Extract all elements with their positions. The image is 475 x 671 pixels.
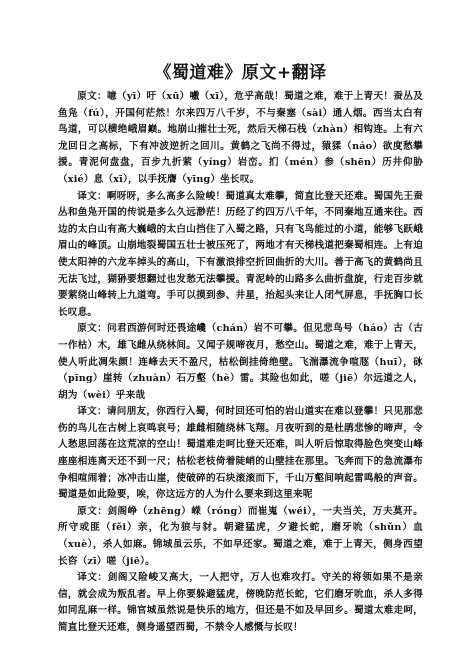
- original-text-2: 原文：问君西游何时还畏途巉（chán）岩不可攀。但见悲鸟号（háo）古（古一作枯）木，雄飞雌从绕林间。又闻子规啼夜月，愁空山。蜀道之难，难于上青天，使人听此凋朱颜！连峰去天不盈尺，枯松倒挂倚绝壁。飞湍瀑流争喧豗（huī），砯（pīng）崖转（zhuàn）石万壑（hè）雷。其险也如此，嗟（jiē）尔远道之人，胡为（wèi）乎来哉: [58, 323, 423, 401]
- original-text-1: 原文：噫（yī）吁（xū）嚱（xī），危乎高哉！蜀道之难，难于上青天！蚕丛及鱼凫（fú），开国何茫然！尔来四万八千岁，不与秦塞（sài）通人烟。西当太白有鸟道，可以横绝峨眉巅。地崩山摧壮士死，然后天梯石栈（zhàn）相钩连。上有六龙回日之高标，下有冲波逆折之回川。黄鹤之飞尚不得过，猿猱（náo）欲度愁攀援。青泥何盘盘，百步九折萦（yíng）岩峦。扪（mén）参（shēn）历井仰胁（xié）息（xī），以手抚膺（yīng）坐长叹。: [58, 91, 423, 185]
- translation-text-3: 译文：剑阁又险峻又高大，一人把守，万人也难攻打。守关的将领如果不是亲信，就会成为叛乱者。早上你要躲避猛虎，傍晚防范长蛇，它们磨牙吮血，杀人多得如同乱麻一样。锦官城虽然说是快乐的地方，但还是不如及早回乡。蜀道太难走呵，简直比登天还难，侧身遥望西蜀，不禁令人感慨与长叹！: [58, 572, 423, 633]
- document-title: 《蜀道难》原文+翻译: [154, 63, 327, 83]
- translation-text-1: 译文：啊呀呀，多么高多么险峻！蜀道真太难攀，简直比登天还难。蜀国先王蚕丛和鱼凫开国的传说是多么久远渺茫！历经了约四万八千年，不同秦地互通来往。西边的太白山有高大巍峨的太白山挡住了入蜀之路，只有飞鸟能过的小道，能够飞跃峨眉山的峰顶。山崩地裂蜀国五壮士被压死了，两地才有天梯栈道把秦蜀相连。上有迫使太阳神的六龙车掉头的高山，下有激浪排空折回曲折的大川。善于高飞的黄鹤尚且无法飞过，猢狲要想翻过也发愁无法攀援。青泥岭的山路多么曲折盘旋，行走百步就要萦绕山峰转上九道弯。手可以摸到参、井星，抬起头来让人闭气屏息，手抚胸口长长叹息。: [58, 190, 423, 318]
- original-text-3: 原文：剑阁峥（zhēng）嵘（róng）而崔嵬（wéi），一夫当关，万夫莫开。所守或匪（fěi）亲，化为狼与豺。朝避猛虎，夕避长蛇，磨牙吮（shǔn）血（xuè），杀人如麻。锦城虽云乐，不如早还家。蜀道之难，难于上青天，侧身西望长咨（zī）嗟（jiē）。: [58, 505, 423, 567]
- translation-text-2: 译文：请问朋友，你西行入蜀，何时回还可怕的岩山道实在难以登攀！只见那悲伤的鸟儿在古树上哀鸣哀号；雄雌相随绕林飞翔。月夜听到的是杜鹃悲惨的啼声，令人愁思回荡在这荒凉的空山！蜀道难走呵比登天还难，叫人听后惊取得脸色突变山峰座座相连离天还不到一尺；枯松老枝倚着陡峭的山壁挂在那里。飞奔而下的急流瀑布争相喧闹着；冰冲击山崖，使破碎的石块滚滚而下，千山万壑间响起雷鸣般的声音。蜀道是如此险要，唉，你这远方的人为什么要来到这里来呢: [58, 406, 423, 501]
